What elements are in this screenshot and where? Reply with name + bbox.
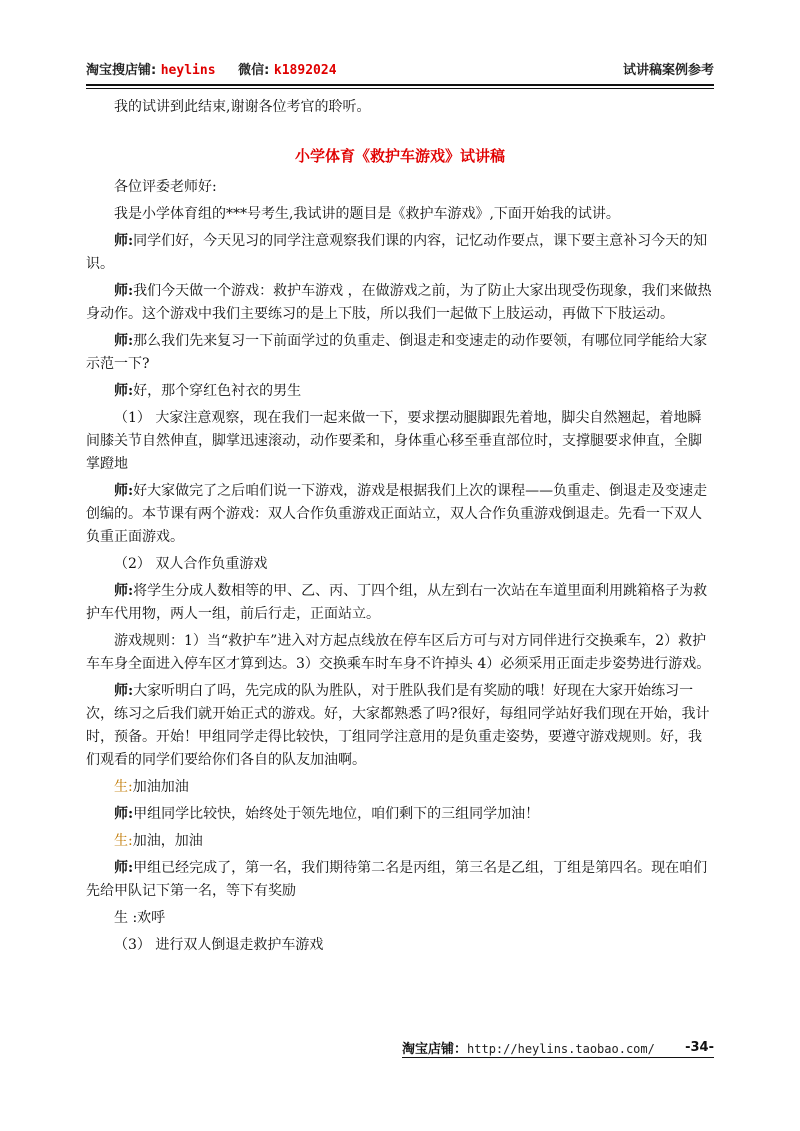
header-shop-label: 淘宝搜店铺: <box>86 62 157 78</box>
speaker-teacher-label: 师: <box>114 483 134 499</box>
paragraph <box>86 907 714 930</box>
paragraph <box>86 407 714 476</box>
speaker-teacher-label: 师: <box>114 333 134 349</box>
paragraph-text: 我是小学体育组的***号考生,我试讲的题目是《救护车游戏》,下面开始我的试讲。 <box>114 206 620 222</box>
paragraph <box>86 680 714 772</box>
document-body <box>86 96 714 961</box>
paragraph-text: 大家听明白了吗，先完成的队为胜队，对于胜队我们是有奖励的哦！好现在大家开始练习一次，练习之后我们就开始正式的游戏。好，大家都熟悉了吗?很好，每组同学站好我们现在开始，我计时，预备。开始！甲组同学走得比较快，丁组同学注意用的是负重走姿势，要遵守游戏规则。好，我们观看的同学们要给你们各自的队友加油啊。 <box>86 683 710 768</box>
paragraph-list <box>86 176 714 957</box>
paragraph <box>86 380 714 403</box>
paragraph-text: 我们今天做一个游戏：救护车游戏 ，在做游戏之前，为了防止大家出现受伤现象，我们来做热身动作。这个游戏中我们主要练习的是上下肢，所以我们一起做下上肢运动，再做下下肢运动。 <box>86 283 712 322</box>
paragraph-text: 甲组同学比较快，始终处于领先地位，咱们剩下的三组同学加油！ <box>133 806 540 822</box>
header-rule-thick <box>86 84 714 86</box>
paragraph-text: 好，那个穿红色衬衣的男生 <box>133 383 302 399</box>
speaker-student-label: 生: <box>114 833 133 849</box>
speaker-teacher-label: 师: <box>114 383 134 399</box>
page-footer <box>402 1036 714 1058</box>
paragraph-text: 将学生分成人数相等的甲、乙、丙、丁四个组，从左到右一次站在车道里面利用跳箱格子为救护车代用物，两人一组，前后行走，正面站立。 <box>86 583 708 622</box>
paragraph <box>86 330 714 376</box>
speaker-teacher-label: 师: <box>114 583 134 599</box>
page-number: -34- <box>685 1039 714 1055</box>
paragraph-text: （2） 双人合作负重游戏 <box>114 556 268 572</box>
paragraph-text: 游戏规则：1）当“救护车”进入对方起点线放在停车区后方可与对方同伴进行交换乘车，2）救护车车身全面进入停车区才算到达。3）交换乘车时车身不许掉头 4）必须采用正面走步姿势进行游戏。 <box>86 633 711 672</box>
paragraph <box>86 480 714 549</box>
paragraph-text: 同学们好，今天见习的同学注意观察我们课的内容，记忆动作要点，课下要主意补习今天的知识。 <box>86 233 708 272</box>
footer-label: 淘宝店铺： <box>402 1041 468 1057</box>
paragraph <box>86 857 714 903</box>
paragraph <box>86 776 714 799</box>
footer-url-link[interactable]: http://heylins.taobao.com/ <box>467 1041 655 1056</box>
paragraph-text: 那么我们先来复习一下前面学过的负重走、倒退走和变速走的动作要领，有哪位同学能给大家示范一下? <box>86 333 708 372</box>
header-wechat-label: 微信: <box>238 62 270 78</box>
footer-rule <box>402 1057 714 1058</box>
paragraph-text: （3） 进行双人倒退走救护车游戏 <box>114 937 324 953</box>
paragraph-text: （1） 大家注意观察，现在我们一起来做一下，要求摆动腿脚跟先着地，脚尖自然翘起，着地瞬间膝关节自然伸直，脚掌迅速滚动，动作要柔和，身体重心移至垂直部位时，支撑腿要求伸直，全脚掌蹬地 <box>86 410 702 472</box>
header-right-title: 试讲稿案例参考 <box>622 62 714 78</box>
speaker-teacher-label: 师: <box>114 283 134 299</box>
paragraph <box>86 630 714 676</box>
header-shop-name: heylins <box>160 62 216 78</box>
paragraph <box>86 830 714 853</box>
speaker-student-label: 生: <box>114 779 133 795</box>
paragraph-text: 好大家做完了之后咱们说一下游戏，游戏是根据我们上次的课程——负重走、倒退走及变速走创编的。本节课有两个游戏：双人合作负重游戏正面站立，双人合作负重游戏倒退走。先看一下双人负重正面游戏。 <box>86 483 708 545</box>
header-rule-thin <box>86 88 714 89</box>
speaker-teacher-label: 师: <box>114 860 134 876</box>
document-title: 小学体育《救护车游戏》试讲稿 <box>294 147 505 165</box>
paragraph <box>86 230 714 276</box>
speaker-teacher-label: 师: <box>114 233 134 249</box>
intro-line: 我的试讲到此结束,谢谢各位考官的聆听。 <box>114 99 371 115</box>
paragraph <box>86 203 714 226</box>
paragraph <box>86 934 714 957</box>
header-left <box>86 59 337 78</box>
paragraph <box>86 280 714 326</box>
paragraph-text: 各位评委老师好: <box>114 179 217 195</box>
paragraph <box>86 803 714 826</box>
paragraph-text: 加油加油 <box>132 779 189 795</box>
header-wechat-id: k1892024 <box>273 62 337 78</box>
page-header <box>86 54 714 82</box>
paragraph <box>86 553 714 576</box>
paragraph <box>86 176 714 199</box>
paragraph-text: 甲组已经完成了，第一名，我们期待第二名是丙组，第三名是乙组，丁组是第四名。现在咱们先给甲队记下第一名，等下有奖励 <box>86 860 708 899</box>
speaker-teacher-label: 师: <box>114 806 134 822</box>
speaker-teacher-label: 师: <box>114 683 134 699</box>
paragraph-text: 生 :欢呼 <box>114 910 166 926</box>
paragraph-text: 加油，加油 <box>132 833 203 849</box>
paragraph <box>86 580 714 626</box>
